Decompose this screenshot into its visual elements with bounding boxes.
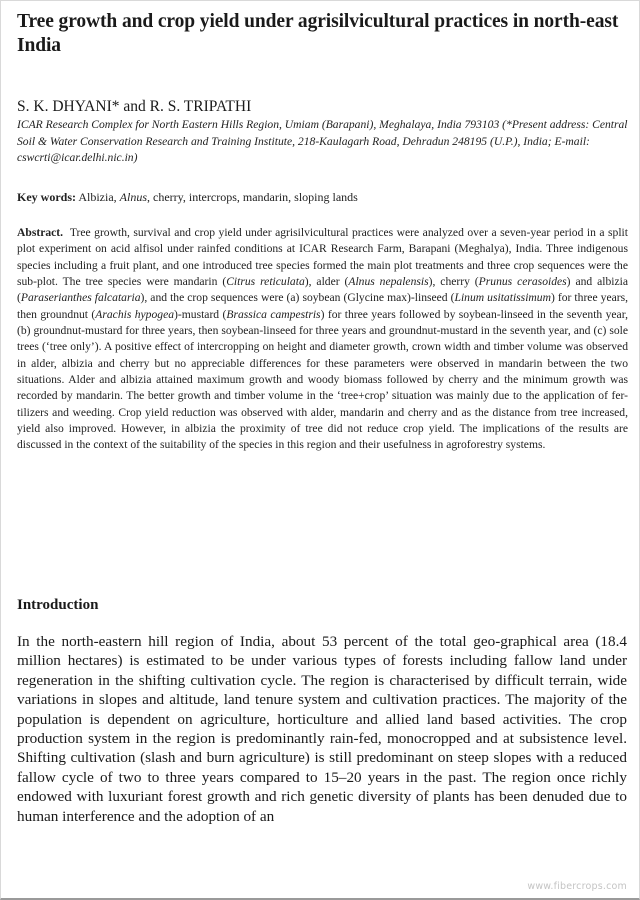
species-name: Paraserianthes falcataria — [20, 291, 141, 305]
species-name: Prunus cerasoides — [478, 275, 567, 289]
abstract-text: ) for three years, then groundnut ( — [17, 291, 629, 321]
watermark: www.fibercrops.com — [527, 881, 627, 892]
keyword-alnus: Alnus — [119, 190, 148, 204]
keyword-rest: , cherry, intercrops, mandarin, sloping lands — [147, 190, 358, 204]
species-name: Citrus reticulata — [226, 275, 305, 289]
abstract-text: ) for three years followed by soybean-linseed in the seventh year, (b) groundnut-mustard for three years, then soybean-linseed for three years and groundnut-mustard in the seventh year, and (c) sole trees (‘tree only’). A positive effect of intercropping on height and diameter growth, crown width and timber volume was observed in alder, albizia and cherry but no appreciable differences for these parameters were observed in mandarin between the two situations. Alder and albizia attained maximum growth and woody biomass followed by cherry and the minimum growth was recorded by mandarin. The better growth and timber volume in the ‘tree+crop’ situation was mainly due to the application of fer-tilizers and weeding. Crop yield reduction was observed with alder, mandarin and cherry and as the distance from tree increased, yield also improved. However, in albizia the proximity of tree did not reduce crop yield. The implications of the results are discussed in the context of the suitability of the species in this region and their usefulness in agroforestry systems. — [17, 307, 628, 452]
species-name: Arachis hypogea — [95, 307, 175, 321]
abstract-text: Tree growth, survival and crop yield under agrisilvicultural practices were analyzed over a seven-year period in a split plot experiment on acid alfisol under rainfed conditions at ICAR Research Farm, Barapani (Meghalya), India. Three indigenous species including a fruit plant, and one introduced tree species formed the main plot treatments and three crop sequences were the sub-plot. The tree species were mandarin ( — [17, 226, 628, 289]
keywords-label: Key words: — [17, 190, 76, 204]
keywords-line — [17, 189, 629, 205]
abstract-text: )-mustard ( — [174, 307, 227, 321]
introduction-body: In the north-eastern hill region of India, about 53 percent of the total geo-graphical area (18.4 million hectares) is estimated to be under various types of forests including fallow land under regeneration in the shifting cultivation cycle. The region is characterised by difficult terrain, wide variations in slopes and altitude, land tenure system and cultivation practices. The majority of the population is dependent on agriculture, horticulture and allied land based activities. The crop production system in the region is predominantly rain-fed, monocropped and at subsistence level. Shifting cultivation (slash and burn agriculture) is still predominant on steep slopes with a reduced fallow cycle of two to three years compared to 15–20 years in the past. The region once richly endowed with luxuriant forest growth and rich genetic diversity of plants has been denuded due to human interference and the adoption of an — [17, 633, 627, 825]
abstract-text: ), alder ( — [304, 275, 349, 289]
species-name: Brassica campestris — [226, 307, 321, 321]
introduction-heading: Introduction — [17, 597, 99, 613]
species-name: Alnus nepalensis — [348, 275, 429, 289]
paper-authors: S. K. DHYANI* and R. S. TRIPATHI — [17, 98, 252, 115]
author-affiliation: ICAR Research Complex for North Eastern Hills Region, Umiam (Barapani), Meghalaya, India 793103 (*Present address: Central Soil & Water Conservation Research and Training Institute, 218-Kaulagarh Road, Dehradun 248195 (U.P.), India; E-mail: cswcrti@icar.delhi.nic.in) — [17, 118, 628, 164]
paper-title: Tree growth and crop yield under agrisilvicultural practices in north-east India — [17, 11, 619, 56]
keyword-albizia: Albizia, — [78, 190, 117, 204]
species-name: Linum usitatissimum — [454, 291, 551, 305]
abstract-text: ) and albizia ( — [17, 275, 628, 305]
abstract-label: Abstract. — [17, 226, 64, 239]
abstract-paragraph — [17, 225, 628, 454]
abstract-text: ), and the crop sequences were (a) soybean (Glycine max)-linseed ( — [140, 291, 455, 305]
abstract-text: ), cherry ( — [428, 275, 479, 289]
